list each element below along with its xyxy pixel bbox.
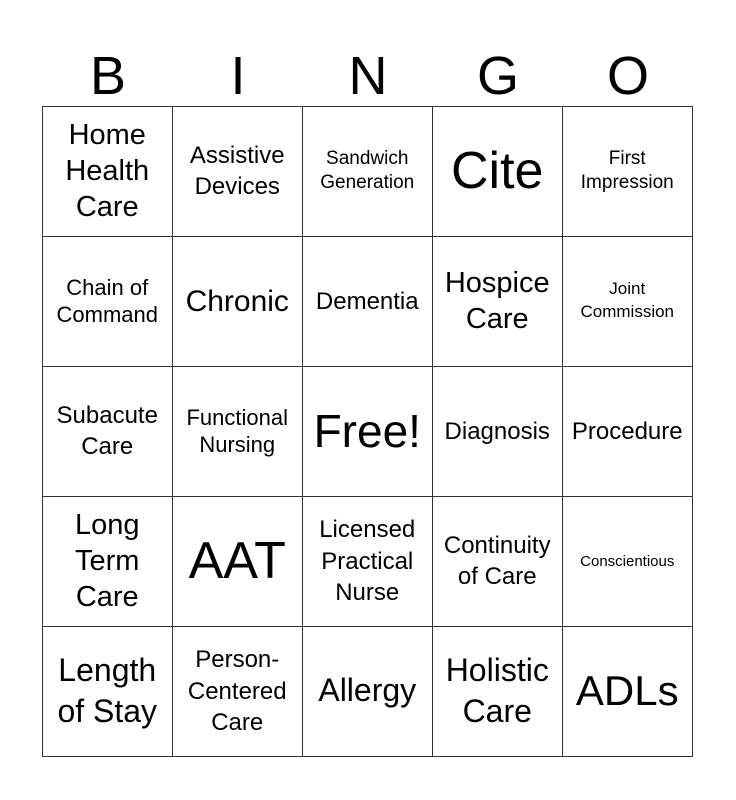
bingo-cell-text: Long Term Care [74,508,140,614]
bingo-cell-r4-c5[interactable] [562,496,694,628]
header-letter-b: B [89,46,127,106]
bingo-cell-text: First Impression [580,147,674,194]
bingo-cell-r4-c1[interactable] [42,496,174,628]
header-letter-g: G [476,46,519,106]
bingo-cell-text: Joint Commission [580,279,675,322]
bingo-cell-r2-c3[interactable] [302,236,434,368]
bingo-cell-r2-c2[interactable] [172,236,304,368]
bingo-cell-text: Length of Stay [57,651,158,730]
bingo-cell-r5-c2[interactable] [172,626,304,758]
bingo-cell-r5-c1[interactable] [42,626,174,758]
bingo-cell-text: Licensed Practical Nurse [319,516,416,606]
header-letter-n: N [348,46,388,106]
bingo-cell-free[interactable] [302,366,434,498]
bingo-cell-text: Subacute Care [56,402,158,461]
bingo-cell-r3-c1[interactable] [42,366,174,498]
bingo-cell-r2-c5[interactable] [562,236,694,368]
header-letter-i: I [230,46,246,106]
bingo-cell-r1-c5[interactable] [562,106,694,238]
bingo-cell-r2-c1[interactable] [42,236,174,368]
bingo-cell-text: Functional Nursing [186,404,288,458]
bingo-cell-text: Procedure [571,417,683,445]
bingo-card [43,107,693,757]
bingo-cell-r1-c1[interactable] [42,106,174,238]
bingo-cell-text: Assistive Devices [189,142,285,201]
bingo-cell-text: Hospice Care [444,267,550,336]
bingo-cell-text: ADLs [575,667,679,715]
bingo-cell-text: Diagnosis [444,417,550,445]
bingo-cell-text: Sandwich Generation [320,147,415,194]
bingo-cell-r4-c4[interactable] [432,496,564,628]
bingo-cell-text: Home Health Care [65,118,150,224]
bingo-cell-text: AAT [188,532,286,591]
bingo-cell-text: Chronic [185,284,289,318]
bingo-header [43,44,693,108]
bingo-cell-text: Dementia [315,287,419,315]
bingo-cell-r5-c5[interactable] [562,626,694,758]
bingo-cell-r1-c3[interactable] [302,106,434,238]
bingo-cell-text: Person- Centered Care [187,646,287,736]
bingo-cell-r2-c4[interactable] [432,236,564,368]
bingo-cell-text: Free! [313,404,421,457]
bingo-cell-r3-c2[interactable] [172,366,304,498]
bingo-cell-r4-c2[interactable] [172,496,304,628]
bingo-cell-r1-c2[interactable] [172,106,304,238]
bingo-cell-r5-c3[interactable] [302,626,434,758]
bingo-cell-text: Chain of Command [56,274,158,328]
bingo-cell-r3-c5[interactable] [562,366,694,498]
bingo-cell-r5-c4[interactable] [432,626,564,758]
bingo-cell-text: Holistic Care [445,651,549,730]
bingo-cell-text: Continuity of Care [443,532,551,591]
bingo-cell-r3-c4[interactable] [432,366,564,498]
bingo-cell-r1-c4[interactable] [432,106,564,238]
bingo-cell-text: Cite [451,142,544,201]
bingo-cell-text: Allergy [318,672,417,709]
header-letter-o: O [606,46,649,106]
bingo-cell-r4-c3[interactable] [302,496,434,628]
bingo-cell-text: Conscientious [580,552,675,570]
